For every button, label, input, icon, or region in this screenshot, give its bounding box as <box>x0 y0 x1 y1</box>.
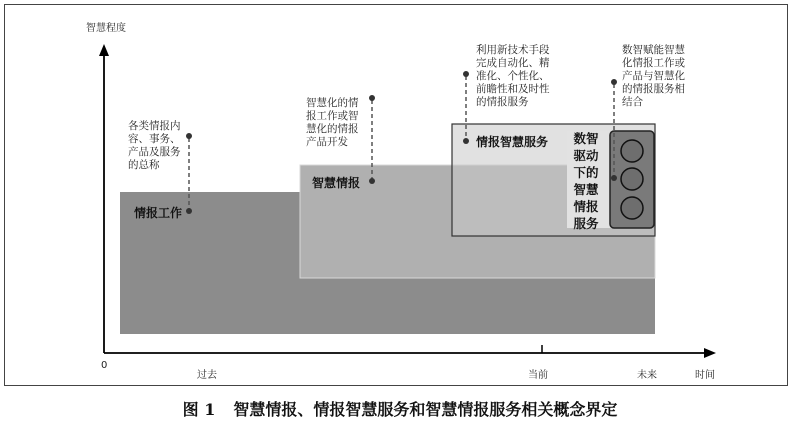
y-axis-arrow <box>99 44 109 56</box>
box-label-smart-intelligence: 智慧情报 <box>312 176 361 190</box>
origin-label: 0 <box>101 360 108 371</box>
annotation-intelligence-work: 各类情报内 容、事务、 产品及服务 的总称 <box>128 120 181 171</box>
light-top <box>621 140 643 162</box>
tick-label-past: 过去 <box>197 370 217 381</box>
tick-label-future: 未来 <box>637 370 657 381</box>
annotation-smart-service: 利用新技术手段 完成自动化、精 准化、个性化、 前瞻性和及时性 的情报服务 <box>476 44 550 108</box>
leader-dot-1a <box>186 133 192 139</box>
box-label-datadriven-service: 数智驱动下的智慧情报服务 <box>573 131 599 231</box>
leader-dot-3a <box>463 71 469 77</box>
leader-dot-2b <box>369 178 375 184</box>
figure-caption <box>0 397 800 420</box>
tick-label-current: 当前 <box>528 370 548 381</box>
figure-number: 图 1 <box>182 400 216 419</box>
leader-dot-4a <box>611 79 617 85</box>
y-axis-label: 智慧程度 <box>86 23 126 34</box>
annotation-datadriven-service: 数智赋能智慧 化情报工作或 产品与智慧化 的情报服务相 结合 <box>622 44 685 108</box>
light-middle <box>621 168 643 190</box>
x-axis-label: 时间 <box>695 370 715 381</box>
annotation-smart-intelligence: 智慧化的情 报工作或智 慧化的情报 产品开发 <box>306 97 359 148</box>
figure-title: 智慧情报、情报智慧服务和智慧情报服务相关概念界定 <box>233 400 618 419</box>
box-label-smart-service: 情报智慧服务 <box>476 135 549 149</box>
leader-dot-2a <box>369 95 375 101</box>
light-bottom <box>621 197 643 219</box>
leader-dot-3b <box>463 138 469 144</box>
leader-dot-4b <box>611 175 617 181</box>
x-axis-arrow <box>704 348 716 358</box>
leader-dot-1b <box>186 208 192 214</box>
box-label-intelligence-work: 情报工作 <box>134 206 183 220</box>
